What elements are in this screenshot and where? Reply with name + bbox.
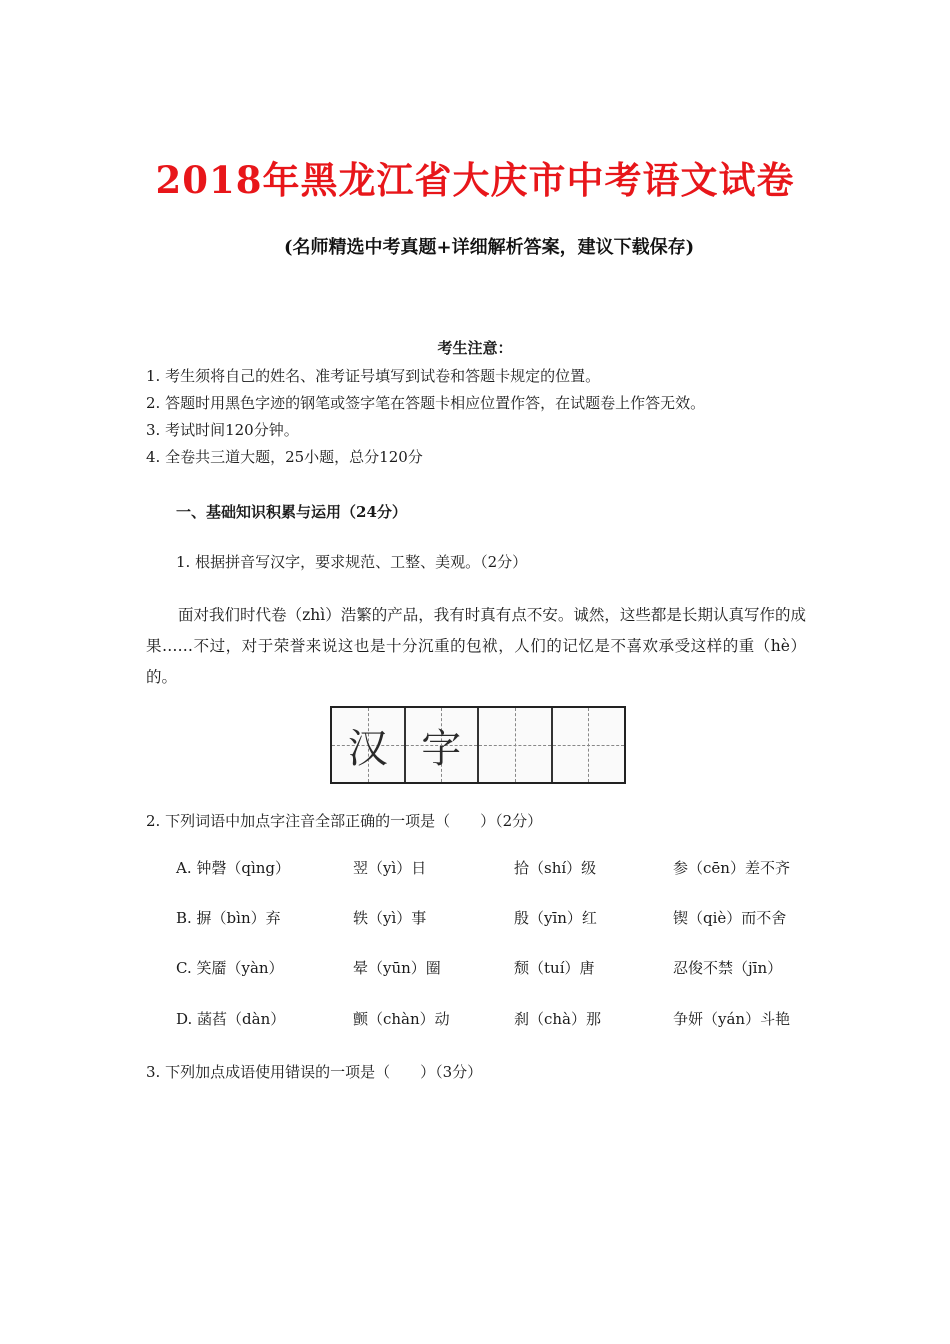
option-a-word-3: 拾（shí）级	[514, 859, 597, 877]
option-c-word-3: 颓（tuí）唐	[514, 959, 595, 977]
option-c-word-4: 忍俊不禁（jīn）	[673, 959, 783, 977]
option-b-word-1: B. 摒（bìn）弃	[176, 909, 281, 927]
grid-cell-3	[479, 708, 553, 782]
section-heading-1: 一、基础知识积累与运用（24分）	[176, 503, 407, 521]
option-d-word-4: 争妍（yán）斗艳	[673, 1010, 791, 1028]
option-b-word-4: 锲（qiè）而不舍	[673, 909, 787, 927]
grid-char-1: 汉	[347, 725, 388, 772]
option-b-word-3: 殷（yīn）红	[514, 909, 597, 927]
exam-title: 2018年黑龙江省大庆市中考语文试卷	[155, 158, 795, 202]
writing-grid	[330, 706, 626, 784]
option-c-word-2: 晕（yūn）圈	[353, 959, 441, 977]
option-a-word-1: A. 钟磬（qìng）	[176, 859, 291, 877]
option-c-word-1: C. 笑靥（yàn）	[176, 959, 284, 977]
option-a-word-2: 翌（yì）日	[353, 859, 427, 877]
grid-cell-2	[406, 708, 480, 782]
grid-cell-4	[553, 708, 625, 782]
option-d-word-1: D. 菡萏（dàn）	[176, 1010, 286, 1028]
grid-char-2: 字	[421, 725, 462, 772]
option-a-word-4: 参（cēn）差不齐	[673, 859, 790, 877]
question-2-stem: 2. 下列词语中加点字注音全部正确的一项是（ ）（2分）	[146, 812, 543, 830]
notice-item-2: 2. 答题时用黑色字迹的钢笔或签字笔在答题卡相应位置作答，在试题卷上作答无效。	[146, 394, 706, 412]
notice-heading: 考生注意：	[437, 339, 513, 357]
option-d-word-3: 刹（chà）那	[514, 1010, 602, 1028]
notice-item-4: 4. 全卷共三道大题，25小题，总分120分	[146, 448, 423, 466]
notice-item-1: 1. 考生须将自己的姓名、准考证号填写到试卷和答题卡规定的位置。	[146, 367, 601, 385]
notice-item-3: 3. 考试时间120分钟。	[146, 421, 299, 439]
question-3-stem: 3. 下列加点成语使用错误的一项是（ ）（3分）	[146, 1063, 483, 1081]
grid-cell-1	[332, 708, 406, 782]
exam-subtitle: (名师精选中考真题+详细解析答案，建议下载保存)	[284, 237, 695, 258]
option-b-word-2: 轶（yì）事	[353, 909, 427, 927]
question-1-passage: 面对我们时代卷（zhì）浩繁的产品，我有时真有点不安。诚然，这些都是长期认真写作的成果……不过，对于荣誉来说这也是十分沉重的包袱，人们的记忆是不喜欢承受这样的重（hè）的。	[146, 606, 806, 686]
option-d-word-2: 颤（chàn）动	[353, 1010, 450, 1028]
question-1-stem: 1. 根据拼音写汉字，要求规范、工整、美观。（2分）	[176, 553, 528, 571]
